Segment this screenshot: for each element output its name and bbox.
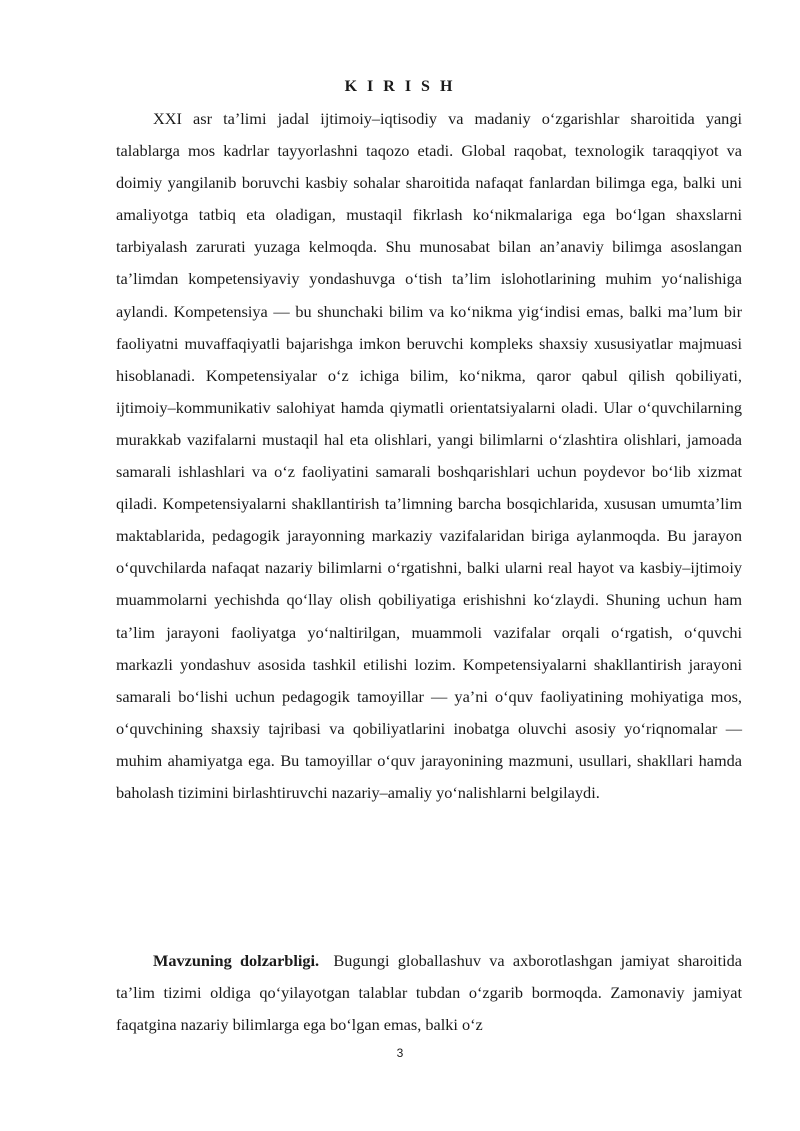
relevance-paragraph: [116, 945, 742, 1041]
section-heading: K I R I S H: [344, 78, 456, 95]
relevance-text: Bugungi globallashuv va axborotlashgan jamiyat sharoitida ta’lim tizimi oldiga qo‘yilayotgan talablar tubdan o‘zgarib bormoqda. Zamonaviy jamiyat faqatgina nazariy bilimlarga ega bo‘lgan emas, balki o‘z: [116, 951, 742, 1035]
intro-paragraph: XXI asr ta’limi jadal ijtimoiy–iqtisodiy va madaniy o‘zgarishlar sharoitida yangi talablarga mos kadrlar tayyorlashni taqozo etadi. Global raqobat, texnologik taraqqiyot va doimiy yangilanib boruvchi kasbiy sohalar sharoitida nafaqat fanlardan bilimga ega, balki uni amaliyotga tatbiq eta oladigan, mustaqil fikrlash ko‘nikmalariga ega bo‘lgan shaxslarni tarbiyalash zarurati yuzaga kelmoqda. Shu munosabat bilan an’anaviy bilimga asoslangan ta’limdan kompetensiyaviy yondashuvga o‘tish ta’lim islohotlarining muhim yo‘nalishiga aylandi. Kompetensiya — bu shunchaki bilim va ko‘nikma yig‘indisi emas, balki ma’lum bir faoliyatni muvaffaqiyatli bajarishga imkon beruvchi kompleks shaxsiy xususiyatlar majmuasi hisoblanadi. Kompetensiyalar o‘z ichiga bilim, ko‘nikma, qaror qabul qilish qobiliyati, ijtimoiy–kommunikativ salohiyat hamda qiymatli orientatsiyalarni oladi. Ular o‘quvchilarning murakkab vazifalarni mustaqil hal eta olishlari, yangi bilimlarni o‘zlashtira olishlari, jamoada samarali ishlashlari va o‘z faoliyatini samarali boshqarishlari uchun poydevor bo‘lib xizmat qiladi. Kompetensiyalarni shakllantirish ta’limning barcha bosqichlarida, xususan umumta’lim maktablarida, pedagogik jarayonning markaziy vazifalaridan biriga aylanmoqda. Bu jarayon o‘quvchilarda nafaqat nazariy bilimlarni o‘rgatishni, balki ularni real hayot va kasbiy–ijtimoiy muammolarni yechishda qo‘llay olish qobiliyatiga erishishni ko‘zlaydi. Shuning uchun ham ta’lim jarayoni faoliyatga yo‘naltirilgan, muammoli vazifalar orqali o‘rgatish, o‘quvchi markazli yondashuv asosida tashkil etilishi lozim. Kompetensiyalarni shakllantirish jarayoni samarali bo‘lishi uchun pedagogik tamoyillar — ya’ni o‘quv faoliyatining mohiyatiga mos, o‘quvchining shaxsiy tajribasi va qobiliyatlarini inobatga oluvchi asosiy yo‘riqnomalar — muhim ahamiyatga ega. Bu tamoyillar o‘quv jarayonining mazmuni, usullari, shakllari hamda baholash tizimini birlashtiruvchi nazariy–amaliy yo‘nalishlarni belgilaydi.: [116, 109, 742, 802]
relevance-title: Mavzuning dolzarbligi.: [153, 951, 320, 970]
intro-text-block: [116, 103, 742, 809]
relevance-text-block: [116, 945, 742, 1041]
page-number: 3: [396, 1046, 404, 1060]
